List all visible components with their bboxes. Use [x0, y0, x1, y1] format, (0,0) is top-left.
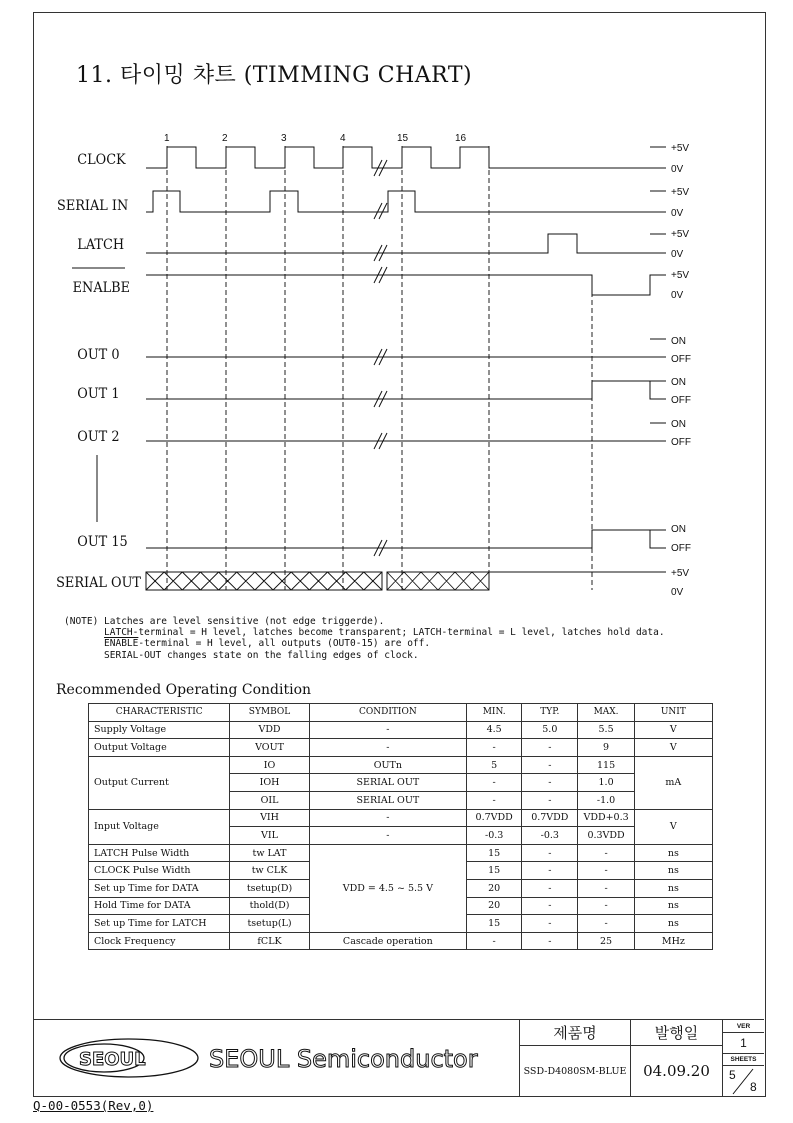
cell: V — [634, 739, 712, 757]
cell: VDD+0.3 — [578, 809, 634, 827]
cell: tsetup(D) — [230, 879, 309, 897]
cell: Hold Time for DATA — [89, 897, 230, 915]
cell: VIL — [230, 827, 309, 845]
cell: ns — [634, 897, 712, 915]
level-high: +5V — [671, 187, 690, 198]
cell: OIL — [230, 791, 309, 809]
cell: Set up Time for LATCH — [89, 915, 230, 933]
cell: LATCH Pulse Width — [89, 844, 230, 862]
signal-label-out2: OUT 2 — [77, 429, 120, 446]
cell: 20 — [467, 897, 522, 915]
header-cell: TYP. — [522, 704, 578, 722]
signal-label-out0: OUT 0 — [77, 347, 120, 364]
cell: - — [467, 739, 522, 757]
cell: 115 — [578, 756, 634, 774]
level-high: +5V — [671, 143, 690, 154]
cell: 4.5 — [467, 721, 522, 739]
signal-label-out15: OUT 15 — [77, 534, 128, 551]
level-on: ON — [671, 524, 686, 535]
cell: ns — [634, 915, 712, 933]
product-name: SSD-D4080SM-BLUE — [519, 1046, 630, 1096]
level-high: +5V — [671, 270, 690, 281]
signal-label-clock: CLOCK — [77, 152, 126, 169]
note-line: Latches are level sensitive (not edge triggerde). — [104, 616, 385, 627]
cell: - — [467, 791, 522, 809]
table-row — [89, 739, 713, 757]
header-cell: CHARACTERISTIC — [89, 704, 230, 722]
cell: Output Voltage — [89, 739, 230, 757]
cell: ns — [634, 844, 712, 862]
signal-label-latch: LATCH — [77, 237, 125, 254]
footer-title-block — [33, 1019, 764, 1096]
cell: - — [578, 879, 634, 897]
level-low: 0V — [671, 587, 684, 598]
clock-number: 4 — [340, 133, 346, 144]
cell: - — [309, 721, 466, 739]
cell: VIH — [230, 809, 309, 827]
ver-label: VER — [722, 1020, 764, 1033]
cell: 9 — [578, 739, 634, 757]
clock-number: 1 — [164, 133, 170, 144]
note-prefix: (NOTE) — [64, 616, 105, 627]
level-low: 0V — [671, 290, 684, 301]
note-line: SERIAL-OUT changes state on the falling edges of clock. — [104, 649, 419, 661]
signal-label-serial-in: SERIAL IN — [57, 198, 129, 215]
table-row — [89, 844, 713, 862]
sheet-number — [722, 1066, 764, 1096]
note-line: LATCH-terminal = H level, latches become transparent; LATCH-terminal = L level, latches hold data. — [104, 627, 665, 639]
cell: - — [467, 932, 522, 950]
header-cell: MIN. — [467, 704, 522, 722]
cell: -0.3 — [522, 827, 578, 845]
signal-label-serial-out: SERIAL OUT — [56, 575, 142, 592]
cell: - — [309, 827, 466, 845]
section-title: Recommended Operating Condition — [56, 682, 312, 698]
cell: 15 — [467, 915, 522, 933]
level-high: +5V — [671, 568, 690, 579]
cell: VDD = 4.5 ~ 5.5 V — [309, 844, 466, 932]
product-label: 제품명 — [519, 1020, 630, 1046]
note-enable-overline: ENABLE — [104, 638, 139, 650]
cell: Supply Voltage — [89, 721, 230, 739]
cell: 15 — [467, 844, 522, 862]
signal-label-enable: ENALBE — [72, 280, 131, 297]
note-line: -terminal = H level, all outputs (OUT0-15) are off. — [138, 638, 431, 650]
cell: mA — [634, 756, 712, 809]
cell: - — [522, 915, 578, 933]
table-row — [89, 932, 713, 950]
company-name: SEOUL Semiconductor — [209, 1045, 478, 1073]
cell: tw LAT — [230, 844, 309, 862]
cell: MHz — [634, 932, 712, 950]
issue-date: 04.09.20 — [630, 1046, 722, 1096]
cell: Clock Frequency — [89, 932, 230, 950]
clock-number: 15 — [397, 133, 409, 144]
cell: tw CLK — [230, 862, 309, 880]
level-off: OFF — [671, 395, 691, 406]
cell: - — [522, 932, 578, 950]
header-cell: CONDITION — [309, 704, 466, 722]
cell: - — [522, 791, 578, 809]
page-title: 11. 타이밍 챠트 (TIMMING CHART) — [76, 63, 473, 88]
cell: 5.5 — [578, 721, 634, 739]
cell: Set up Time for DATA — [89, 879, 230, 897]
cell: 15 — [467, 862, 522, 880]
company-logo — [33, 1020, 518, 1096]
level-on: ON — [671, 419, 686, 430]
note-block — [64, 616, 665, 661]
cell: Output Current — [89, 756, 230, 809]
cell: SERIAL OUT — [309, 774, 466, 792]
cell: thold(D) — [230, 897, 309, 915]
cell: OUTn — [309, 756, 466, 774]
level-high: +5V — [671, 229, 690, 240]
cell: V — [634, 809, 712, 844]
signal-label-out1: OUT 1 — [77, 386, 120, 403]
sheet-total: 8 — [750, 1080, 757, 1094]
cell: 0.3VDD — [578, 827, 634, 845]
cell: 5.0 — [522, 721, 578, 739]
cell: 25 — [578, 932, 634, 950]
cell: - — [578, 897, 634, 915]
spec-table — [88, 703, 713, 950]
cell: V — [634, 721, 712, 739]
issue-date-label: 발행일 — [630, 1020, 722, 1046]
cell: tsetup(L) — [230, 915, 309, 933]
cell: -1.0 — [578, 791, 634, 809]
table-row — [89, 756, 713, 774]
cell: Input Voltage — [89, 809, 230, 844]
cell: - — [522, 844, 578, 862]
table-row — [89, 809, 713, 827]
cell: Cascade operation — [309, 932, 466, 950]
cell: - — [522, 739, 578, 757]
cell: - — [578, 862, 634, 880]
header-cell: UNIT — [634, 704, 712, 722]
table-header-row — [89, 704, 713, 722]
cell: 0.7VDD — [467, 809, 522, 827]
level-on: ON — [671, 377, 686, 388]
level-off: OFF — [671, 543, 691, 554]
cell: - — [467, 774, 522, 792]
cell: VDD — [230, 721, 309, 739]
cell: - — [578, 915, 634, 933]
clock-number: 16 — [455, 133, 467, 144]
cell: SERIAL OUT — [309, 791, 466, 809]
cell: - — [522, 879, 578, 897]
table-row — [89, 721, 713, 739]
document-code: Q-00-0553(Rev,0) — [33, 1098, 154, 1113]
level-low: 0V — [671, 164, 684, 175]
cell: ns — [634, 879, 712, 897]
cell: -0.3 — [467, 827, 522, 845]
ver-value: 1 — [722, 1033, 764, 1054]
level-low: 0V — [671, 208, 684, 219]
cell: 5 — [467, 756, 522, 774]
cell: 0.7VDD — [522, 809, 578, 827]
cell: 20 — [467, 879, 522, 897]
cell: IOH — [230, 774, 309, 792]
cell: - — [309, 739, 466, 757]
cell: CLOCK Pulse Width — [89, 862, 230, 880]
sheets-label: SHEETS — [722, 1054, 764, 1066]
cell: IO — [230, 756, 309, 774]
clock-number: 3 — [281, 133, 287, 144]
level-on: ON — [671, 336, 686, 347]
cell: - — [522, 774, 578, 792]
header-cell: MAX. — [578, 704, 634, 722]
cell: VOUT — [230, 739, 309, 757]
level-off: OFF — [671, 354, 691, 365]
cell: - — [578, 844, 634, 862]
logo-word: SEOUL — [79, 1049, 146, 1070]
cell: - — [522, 862, 578, 880]
level-off: OFF — [671, 437, 691, 448]
cell: - — [522, 897, 578, 915]
sheet-current: 5 — [729, 1068, 736, 1082]
clock-number: 2 — [222, 133, 228, 144]
cell: - — [309, 809, 466, 827]
cell: 1.0 — [578, 774, 634, 792]
cell: - — [522, 756, 578, 774]
cell: fCLK — [230, 932, 309, 950]
title-block-grid — [519, 1020, 764, 1096]
level-low: 0V — [671, 249, 684, 260]
header-cell: SYMBOL — [230, 704, 309, 722]
cell: ns — [634, 862, 712, 880]
